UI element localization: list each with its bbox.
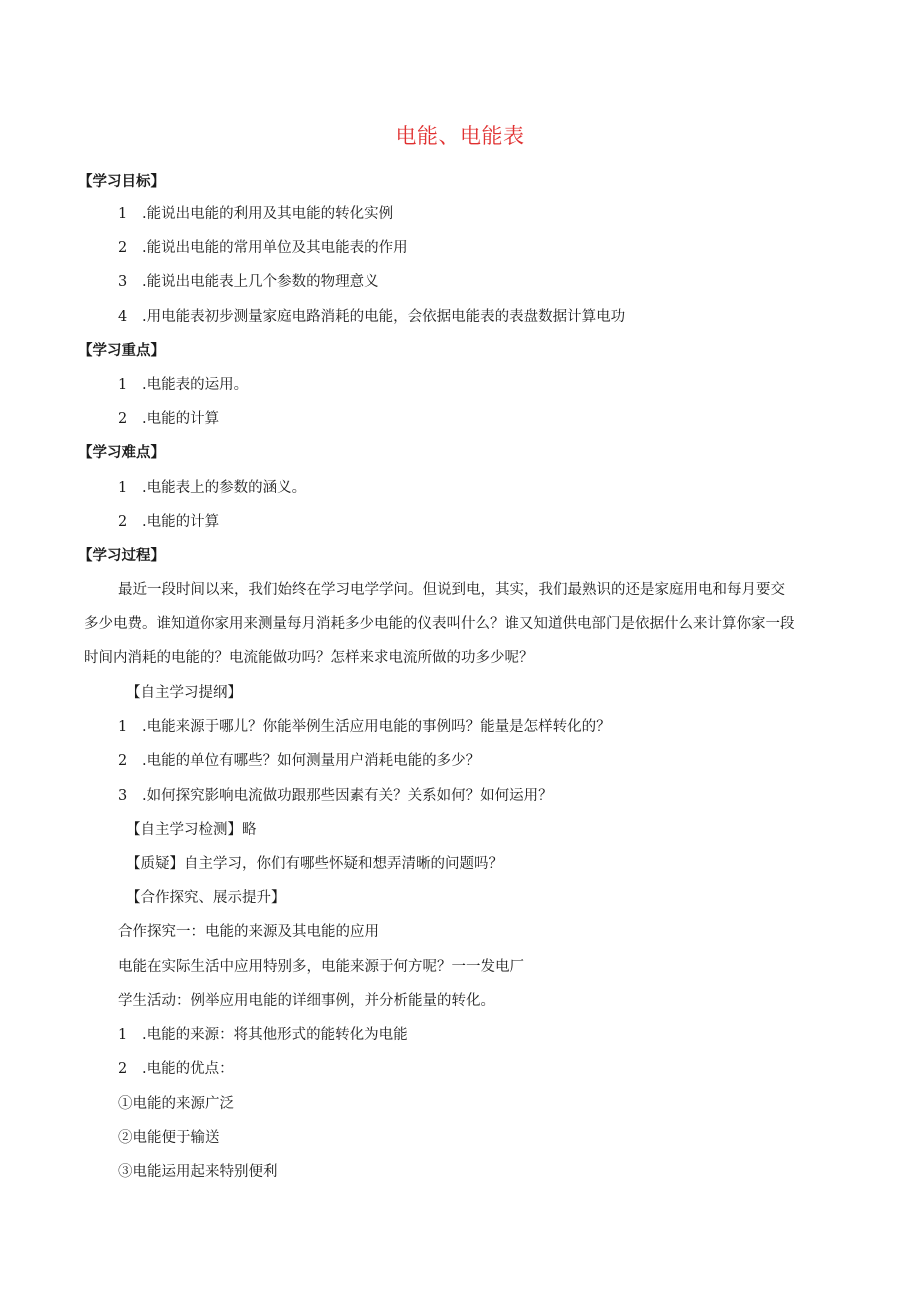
page-title: 电能、电能表 <box>395 124 525 148</box>
intro-paragraph-line: 最近一段时间以来，我们始终在学习电学学问。但说到电，其实，我们最熟识的还是家庭用电和每月要交 <box>118 582 785 598</box>
item-text: .电能表上的参数的涵义。 <box>142 480 307 496</box>
point-item <box>118 1025 408 1045</box>
key-points-heading: 【学习重点】 <box>78 342 165 359</box>
self-study-item <box>118 717 611 737</box>
item-number: 1 <box>118 719 128 735</box>
item-number: 3 <box>118 274 128 290</box>
intro-paragraph-line: 多少电费。谁知道你家用来测量每月消耗多少电能的仪表叫什么？谁又知道供电部门是依据什么来计算你家一段 <box>84 616 795 632</box>
explore-one-line: 合作探究一：电能的来源及其电能的应用 <box>118 924 379 940</box>
item-text: .电能的单位有哪些？如何测量用户消耗电能的多少？ <box>142 753 481 769</box>
item-text: .能说出电能的常用单位及其电能表的作用 <box>142 240 408 256</box>
item-number: 2 <box>118 514 128 530</box>
process-heading: 【学习过程】 <box>78 547 165 564</box>
objective-item <box>118 307 625 327</box>
item-number: 4 <box>118 309 128 325</box>
objective-item <box>118 272 379 292</box>
difficulties-heading: 【学习难点】 <box>78 444 165 461</box>
intro-paragraph-line: 时间内消耗的电能的？电流能做功吗？怎样来求电流所做的功多少呢？ <box>84 650 534 666</box>
objectives-heading: 【学习目标】 <box>78 173 165 190</box>
item-number: 2 <box>118 753 128 769</box>
difficulty-item <box>118 512 219 532</box>
self-study-item <box>118 786 553 806</box>
item-text: .能说出电能的利用及其电能的转化实例 <box>142 206 394 222</box>
item-number: 2 <box>118 240 128 256</box>
item-number: 1 <box>118 480 128 496</box>
item-text: .电能表的运用。 <box>142 377 249 393</box>
item-number: 2 <box>118 411 128 427</box>
item-text: .电能的计算 <box>142 411 220 427</box>
objective-item <box>118 238 408 258</box>
activity-line: 学生活动：例举应用电能的详细事例，并分析能量的转化。 <box>118 993 495 1009</box>
advantage-item: ③电能运用起来特别便利 <box>118 1164 278 1180</box>
self-study-item <box>118 751 480 771</box>
item-number: 2 <box>118 1061 128 1077</box>
item-text: .如何探究影响电流做功跟那些因素有关？关系如何？如何运用？ <box>142 788 553 804</box>
item-text: .电能来源于哪儿？你能举例生活应用电能的事例吗？能量是怎样转化的？ <box>142 719 611 735</box>
key-point-item <box>118 375 248 395</box>
difficulty-item <box>118 478 306 498</box>
question-line: 【质疑】自主学习，你们有哪些怀疑和想弄清晰的问题吗？ <box>126 856 503 872</box>
self-study-heading: 【自主学习提纲】 <box>126 685 242 701</box>
item-text: .电能的优点： <box>142 1061 234 1077</box>
item-text: .用电能表初步测量家庭电路消耗的电能，会依据电能表的表盘数据计算电功 <box>142 309 626 325</box>
item-number: 3 <box>118 788 128 804</box>
explore-text-line: 电能在实际生活中应用特别多，电能来源于何方呢？一一发电厂 <box>118 959 524 975</box>
item-text: .能说出电能表上几个参数的物理意义 <box>142 274 379 290</box>
key-point-item <box>118 409 219 429</box>
item-text: .电能的来源：将其他形式的能转化为电能 <box>142 1027 408 1043</box>
item-text: .电能的计算 <box>142 514 220 530</box>
objective-item <box>118 204 393 224</box>
self-check-line: 【自主学习检测】略 <box>126 822 257 838</box>
item-number: 1 <box>118 1027 128 1043</box>
advantage-item: ②电能便于输送 <box>118 1130 220 1146</box>
advantage-item: ①电能的来源广泛 <box>118 1096 234 1112</box>
item-number: 1 <box>118 377 128 393</box>
item-number: 1 <box>118 206 128 222</box>
point-item <box>118 1059 234 1079</box>
cooperate-heading: 【合作探究、展示提升】 <box>126 890 286 906</box>
